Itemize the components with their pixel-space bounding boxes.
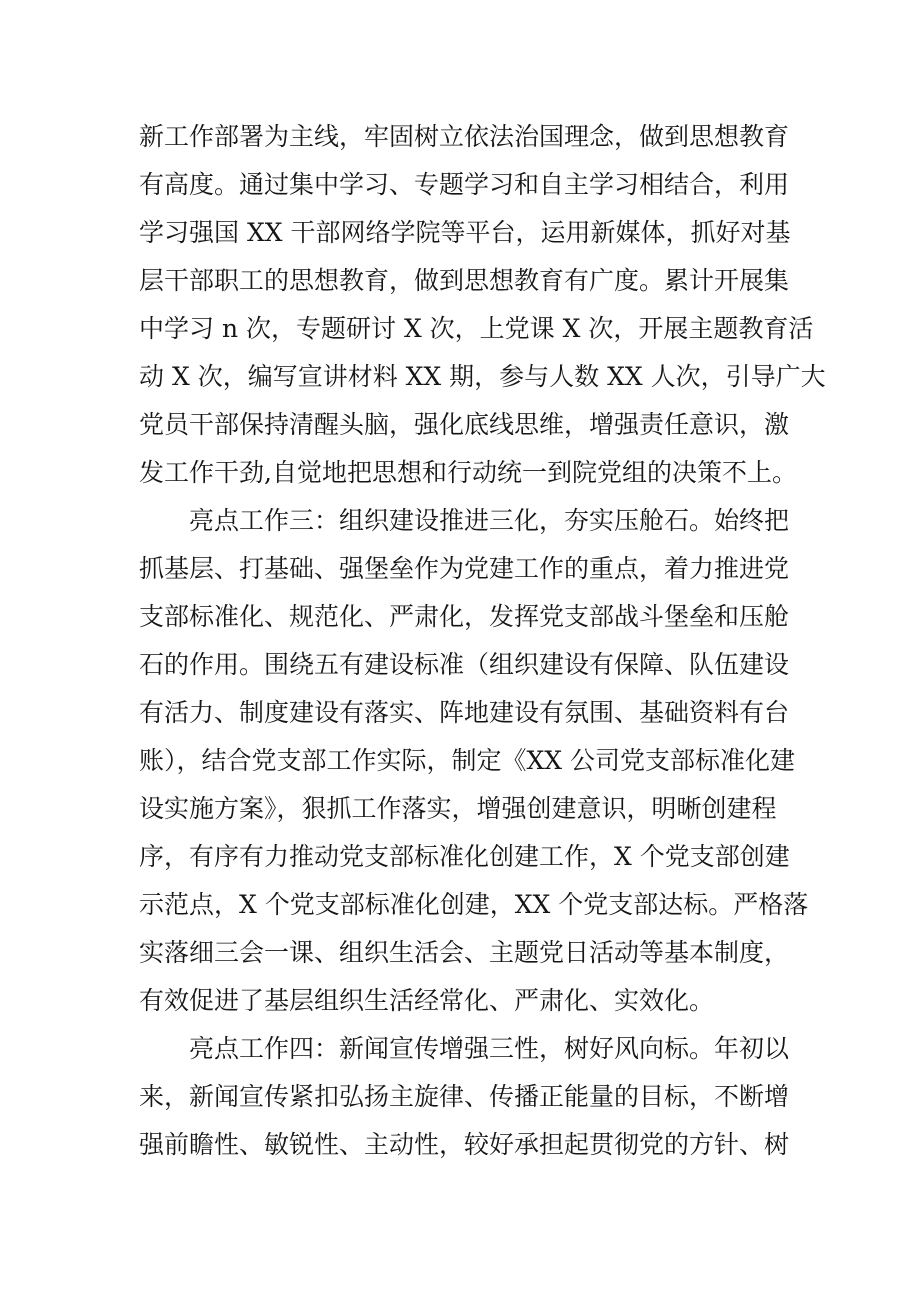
text-line: 账），结合党支部工作实际，制定《XX 公司党支部标准化建 <box>139 746 796 775</box>
text-line: 强前瞻性、敏锐性、主动性，较好承担起贯彻党的方针、树 <box>139 1130 790 1159</box>
text-line: 序，有序有力推动党支部标准化创建工作，X 个党支部创建 <box>139 842 790 871</box>
text-line: 动 X 次，编写宣讲材料 XX 期，参与人数 XX 人次，引导广大 <box>139 362 826 391</box>
paragraph-heading-line: 亮点工作四：新闻宣传增强三性，树好风向标。年初以 <box>189 1034 790 1063</box>
text-line: 学习强国 XX 干部网络学院等平台，运用新媒体，抓好对基 <box>139 218 791 247</box>
text-line: 发工作干劲,自觉地把思想和行动统一到院党组的决策不上。 <box>139 458 797 487</box>
text-line: 来，新闻宣传紧扣弘扬主旋律、传播正能量的目标，不断增 <box>139 1082 790 1111</box>
text-line: 石的作用。围绕五有建设标准（组织建设有保障、队伍建设 <box>139 650 790 679</box>
text-line: 有活力、制度建设有落实、阵地建设有氛围、基础资料有台 <box>139 698 790 727</box>
text-line: 有效促进了基层组织生活经常化、严肃化、实效化。 <box>139 986 715 1015</box>
text-line: 有高度。通过集中学习、专题学习和自主学习相结合，利用 <box>139 170 790 199</box>
text-line: 设实施方案》，狠抓工作落实，增强创建意识，明晰创建程 <box>139 794 777 823</box>
text-line: 抓基层、打基础、强堡垒作为党建工作的重点，着力推进党 <box>139 554 790 583</box>
paragraph-heading-line: 亮点工作三：组织建设推进三化，夯实压舱石。始终把 <box>189 506 790 535</box>
text-line: 实落细三会一课、组织生活会、主题党日活动等基本制度， <box>139 938 790 967</box>
text-line: 党员干部保持清醒头脑，强化底线思维，增强责任意识，激 <box>139 410 790 439</box>
text-line: 新工作部署为主线，牢固树立依法治国理念，做到思想教育 <box>139 122 790 151</box>
text-line: 示范点，X 个党支部标准化创建，XX 个党支部达标。严格落 <box>139 890 809 919</box>
text-line: 层干部职工的思想教育，做到思想教育有广度。累计开展集 <box>139 266 790 295</box>
text-line: 中学习 n 次，专题研讨 X 次，上党课 X 次，开展主题教育活 <box>139 314 814 343</box>
text-line: 支部标准化、规范化、严肃化，发挥党支部战斗堡垒和压舱 <box>139 602 790 631</box>
